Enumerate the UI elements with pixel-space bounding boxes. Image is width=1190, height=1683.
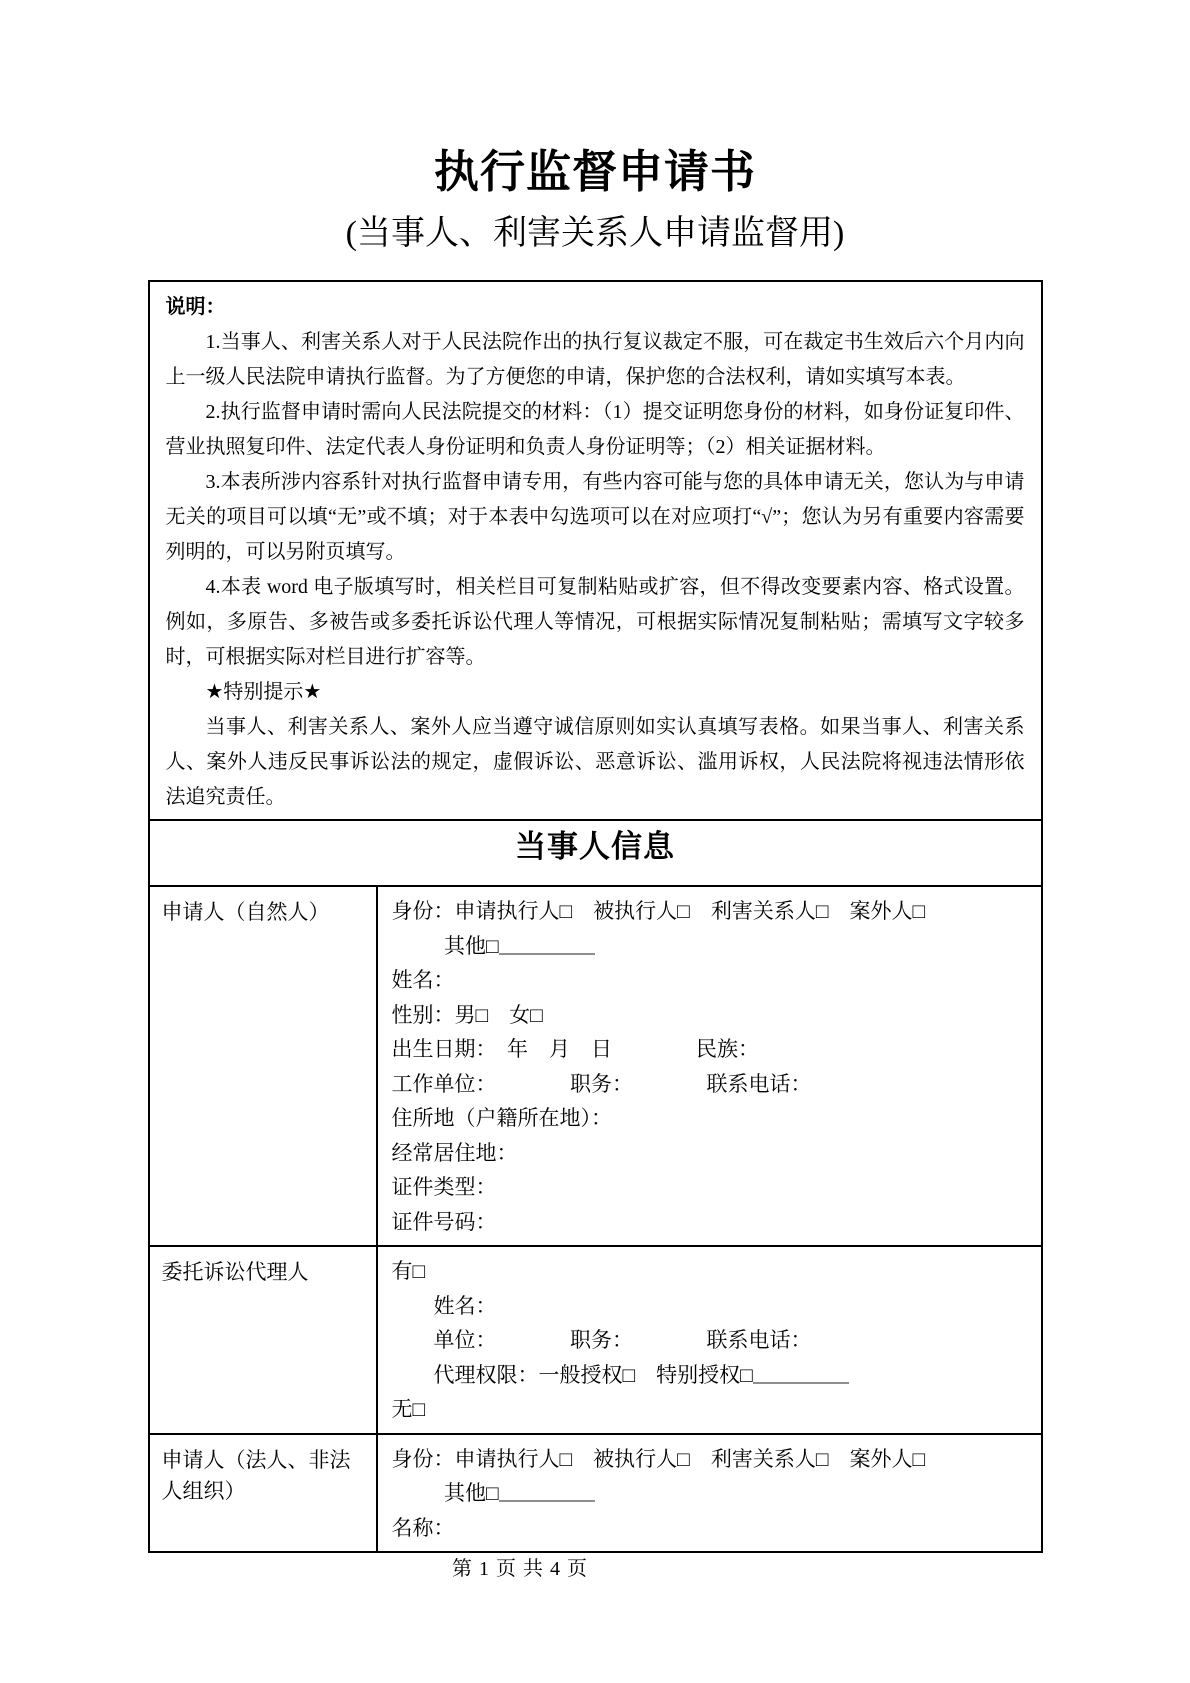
form-line: [392, 1511, 1029, 1546]
form-line-text: 姓名：: [391, 968, 455, 992]
form-line: [392, 929, 1029, 964]
form-line: [392, 894, 1029, 929]
instruction-paragraph: ★特别提示★: [205, 681, 322, 703]
section-header-row: [149, 820, 1042, 886]
form-line-text: 其他□: [444, 933, 499, 958]
form-line: [392, 1442, 1029, 1477]
form-line-text: 名称：: [391, 1515, 455, 1540]
form-line-text: 证件类型：: [391, 1175, 497, 1199]
party-row: [149, 886, 1042, 1246]
form-line: [392, 1032, 1029, 1067]
instructions-body: [166, 325, 1025, 815]
form-line: [392, 1358, 1029, 1393]
application-form-table: [148, 280, 1043, 1553]
form-line-text: 姓名：: [433, 1293, 497, 1318]
page-number-footer: 第 1 页 共 4 页: [452, 1558, 588, 1580]
form-line-text: 有□: [391, 1259, 426, 1283]
form-line-text: 其他□: [444, 1481, 499, 1505]
form-table-body: [149, 281, 1042, 1552]
row-label: 申请人（自然人）: [149, 886, 377, 1246]
form-line-text: 身份：申请执行人□ 被执行人□ 利害关系人□ 案外人□: [391, 1446, 926, 1471]
party-row: [149, 1246, 1042, 1434]
row-label: 委托诉讼代理人: [149, 1246, 377, 1434]
form-line-text: 单位： 职务： 联系电话：: [433, 1328, 812, 1352]
form-line-text: 出生日期： 年 月 日 民族：: [391, 1037, 759, 1061]
form-line: [392, 1476, 1029, 1511]
form-line-text: 证件号码：: [391, 1209, 497, 1234]
instructions-row: [149, 281, 1042, 820]
form-line: [392, 1170, 1029, 1205]
fill-in-blank: [753, 1382, 849, 1384]
instruction-paragraph: 当事人、利害关系人、案外人应当遵守诚信原则如实认真填写表格。如果当事人、利害关系人、案外人违反民事诉讼法的规定，虚假诉讼、恶意诉讼、滥用诉权，人民法院将视违法情形依法追究责任。: [165, 716, 1025, 808]
instruction-paragraph: 2.执行监督申请时需向人民法院提交的材料：（1）提交证明您身份的材料，如身份证复印件、营业执照复印件、法定代表人身份证明和负责人身份证明等；（2）相关证据材料。: [165, 401, 1025, 458]
instruction-paragraph: 1.当事人、利害关系人对于人民法院作出的执行复议裁定不服，可在裁定书生效后六个月内向上一级人民法院申请执行监督。为了方便您的申请，保护您的合法权利，请如实填写本表。: [165, 331, 1025, 388]
form-line-text: 无□: [391, 1397, 426, 1421]
form-line-text: 代理权限：一般授权□ 特别授权□: [433, 1362, 753, 1387]
form-line: [392, 1101, 1029, 1136]
party-row: [149, 1434, 1042, 1553]
form-line-text: 性别：男□ 女□: [391, 1002, 543, 1027]
form-line-text: 经常居住地：: [391, 1140, 518, 1165]
form-line-text: 住所地（户籍所在地）：: [391, 1106, 612, 1130]
instruction-paragraph: 4.本表 word 电子版填写时，相关栏目可复制粘贴或扩容，但不得改变要素内容、格式设置。例如，多原告、多被告或多委托诉讼代理人等情况，可根据实际情况复制粘贴；需填写文字较多时，可根据实际对栏目进行扩容等。: [165, 576, 1025, 668]
document-title: 执行监督申请书: [433, 147, 756, 197]
form-line: [392, 1254, 1029, 1289]
form-line: [392, 1323, 1029, 1358]
form-line-text: 身份：申请执行人□ 被执行人□ 利害关系人□ 案外人□: [391, 899, 926, 923]
party-info-section-title: 当事人信息: [149, 820, 1042, 886]
row-content: [377, 1434, 1042, 1553]
row-content: [377, 886, 1042, 1246]
form-line: [392, 1205, 1029, 1240]
form-line: [392, 1289, 1029, 1324]
fill-in-blank: [499, 1500, 595, 1502]
instruction-paragraph: 3.本表所涉内容系针对执行监督申请专用，有些内容可能与您的具体申请无关，您认为与申请无关的项目可以填“无”或不填；对于本表中勾选项可以在对应项打“√”；您认为另有重要内容需要列明的，可以另附页填写。: [165, 471, 1025, 563]
row-label: 申请人（法人、非法人组织）: [149, 1434, 377, 1553]
fill-in-blank: [499, 953, 595, 955]
form-line: [392, 1067, 1029, 1102]
row-content: [377, 1246, 1042, 1434]
document-subtitle: (当事人、利害关系人申请监督用): [345, 215, 845, 252]
form-line: [392, 1392, 1029, 1427]
instructions-section: [149, 281, 1042, 820]
form-line: [392, 1136, 1029, 1171]
form-line-text: 工作单位： 职务： 联系电话：: [391, 1071, 812, 1096]
form-line: [392, 963, 1029, 998]
form-line: [392, 998, 1029, 1033]
instructions-heading: 说明：: [165, 296, 226, 318]
